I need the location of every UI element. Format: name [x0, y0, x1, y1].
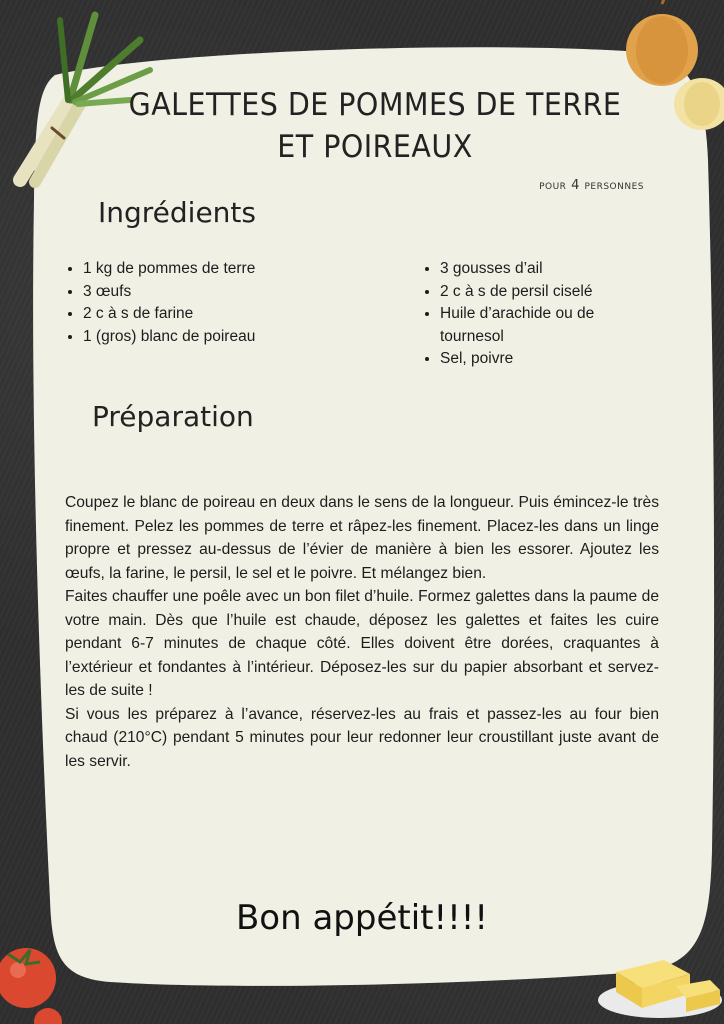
- preparation-text: [65, 491, 659, 773]
- ingredient-item: • 2 c à s de persil ciselé: [440, 281, 650, 304]
- ingredients-list-left: [65, 258, 383, 348]
- ingredient-item: • 3 œufs: [83, 281, 383, 304]
- title-line-2: ET POIREAUX: [277, 129, 473, 165]
- ingredient-item: • 1 (gros) blanc de poireau: [83, 326, 383, 349]
- ingredient-item: • 2 c à s de farine: [83, 303, 383, 326]
- preparation-heading: Préparation: [92, 400, 254, 433]
- preparation-paragraph: Si vous les préparez à l’avance, réservez-les au frais et passez-les au four bien chaud (210°C) pendant 5 minutes pour leur redonner leur croustillant juste avant de les servir.: [65, 705, 659, 770]
- ingredients-heading: Ingrédients: [98, 196, 256, 229]
- tomato-illustration: [0, 940, 70, 1024]
- servings-label: pour 4 personnes: [539, 178, 644, 193]
- title-line-1: GALETTES DE POMMES DE TERRE: [128, 87, 622, 123]
- preparation-paragraph: Coupez le blanc de poireau en deux dans le sens de la longueur. Puis émincez-le très finement. Pelez les pommes de terre et râpez-les finement. Placez-les dans un linge propre et pressez au-dessus de l’évier de manière à bien les essorer. Ajoutez les œufs, la farine, le persil, le sel et le poivre. Et mélangez bien.: [65, 494, 659, 582]
- recipe-title: [113, 84, 637, 168]
- ingredient-item: • 1 kg de pommes de terre: [83, 258, 383, 281]
- butter-illustration: [580, 950, 724, 1024]
- ingredients-list-right: [422, 258, 650, 371]
- ingredient-item: • Huile d’arachide ou de tournesol: [440, 303, 650, 348]
- preparation-paragraph: Faites chauffer une poêle avec un bon filet d’huile. Formez galettes dans la paume de votre main. Dès que l’huile est chaude, déposez les galettes et faites les cuire pendant 6-7 minutes de chaque côté. Elles doivent être dorées, craquantes à l’extérieur et fondantes à l’intérieur. Déposez-les sur du papier absorbant et servez-les de suite !: [65, 588, 659, 699]
- ingredient-item: • 3 gousses d’ail: [440, 258, 650, 281]
- ingredient-item: • Sel, poivre: [440, 348, 650, 371]
- closing-message: Bon appétit!!!!: [235, 898, 489, 938]
